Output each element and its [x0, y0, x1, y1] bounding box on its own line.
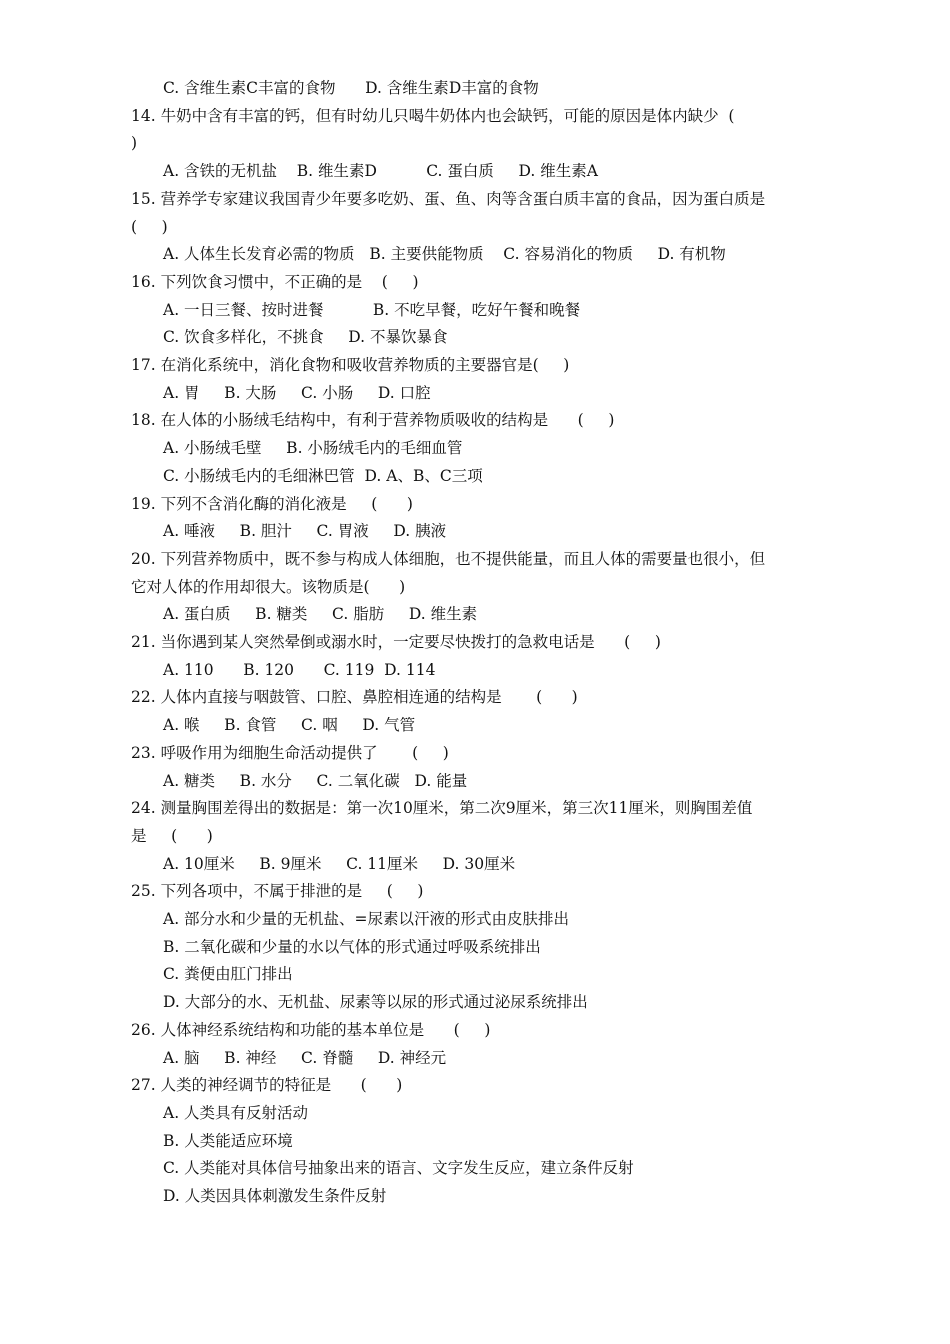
question-text: 22. 人体内直接与咽鼓管、口腔、鼻腔相连通的结构是 ( ) — [131, 688, 578, 707]
question-text: 19. 下列不含消化酶的消化液是 ( ) — [131, 494, 413, 513]
question-text: ) — [131, 134, 138, 153]
option-text: A. 胃 B. 大肠 C. 小肠 D. 口腔 — [163, 383, 431, 402]
question-text: 18. 在人体的小肠绒毛结构中，有利于营养物质吸收的结构是 ( ) — [131, 411, 615, 430]
option-text: A. 蛋白质 B. 糖类 C. 脂肪 D. 维生素 — [163, 605, 478, 624]
option-text: B. 二氧化碳和少量的水以气体的形式通过呼吸系统排出 — [163, 937, 541, 956]
question-text: 21. 当你遇到某人突然晕倒或溺水时，一定要尽快拨打的急救电话是 ( ) — [131, 633, 661, 651]
option-text: D. 大部分的水、无机盐、尿素等以尿的形式通过泌尿系统排出 — [163, 993, 588, 1012]
option-text: C. 含维生素C丰富的食物 D. 含维生素D丰富的食物 — [163, 79, 539, 97]
option-text: A. 小肠绒毛壁 B. 小肠绒毛内的毛细血管 — [163, 439, 463, 458]
option-text: C. 饮食多样化，不挑食 D. 不暴饮暴食 — [163, 328, 448, 347]
option-text: A. 一日三餐、按时进餐 B. 不吃早餐，吃好午餐和晚餐 — [163, 300, 581, 319]
question-text: ( ) — [131, 217, 168, 236]
option-text: A. 110 B. 120 C. 119 D. 114 — [163, 660, 436, 679]
question-text: 14. 牛奶中含有丰富的钙，但有时幼儿只喝牛奶体内也会缺钙，可能的原因是体内缺少 ( — [131, 106, 735, 125]
question-text: 24. 测量胸围差得出的数据是：第一次10厘米，第二次9厘米，第三次11厘米，则胸围差值 — [131, 799, 753, 818]
option-text: A. 人类具有反射活动 — [163, 1103, 309, 1122]
option-text: A. 部分水和少量的无机盐、=尿素以汗液的形式由皮肤排出 — [163, 910, 570, 928]
option-text: A. 喉 B. 食管 C. 咽 D. 气管 — [163, 716, 416, 735]
question-text: 17. 在消化系统中，消化食物和吸收营养物质的主要器官是( ) — [131, 356, 570, 374]
option-text: A. 含铁的无机盐 B. 维生素D C. 蛋白质 D. 维生素A — [163, 162, 598, 181]
question-text: 它对人体的作用却很大。该物质是( ) — [131, 577, 406, 596]
question-text: 16. 下列饮食习惯中，不正确的是 ( ) — [131, 272, 419, 291]
option-text: C. 粪便由肛门排出 — [163, 965, 293, 984]
option-text: C. 小肠绒毛内的毛细淋巴管 D. A、B、C三项 — [163, 466, 483, 485]
option-text: A. 10厘米 B. 9厘米 C. 11厘米 D. 30厘米 — [163, 854, 516, 873]
option-text: A. 唾液 B. 胆汁 C. 胃液 D. 胰液 — [163, 522, 447, 541]
option-text: B. 人类能适应环境 — [163, 1131, 293, 1150]
question-text: 是 ( ) — [131, 826, 213, 845]
option-text: A. 糖类 B. 水分 C. 二氧化碳 D. 能量 — [163, 771, 468, 790]
question-text: 20. 下列营养物质中，既不参与构成人体细胞，也不提供能量，而且人体的需要量也很小，但 — [131, 549, 766, 568]
question-text: 26. 人体神经系统结构和功能的基本单位是 ( ) — [131, 1020, 491, 1039]
question-text: 23. 呼吸作用为细胞生命活动提供了 ( ) — [131, 743, 449, 762]
option-text: A. 人体生长发育必需的物质 B. 主要供能物质 C. 容易消化的物质 D. 有机物 — [163, 245, 726, 264]
question-text: 25. 下列各项中，不属于排泄的是 ( ) — [131, 882, 424, 901]
option-text: C. 人类能对具体信号抽象出来的语言、文字发生反应，建立条件反射 — [163, 1159, 634, 1178]
option-text: D. 人类因具体刺激发生条件反射 — [163, 1187, 387, 1205]
question-text: 27. 人类的神经调节的特征是 ( ) — [131, 1076, 403, 1095]
option-text: A. 脑 B. 神经 C. 脊髓 D. 神经元 — [163, 1048, 447, 1067]
question-text: 15. 营养学专家建议我国青少年要多吃奶、蛋、鱼、肉等含蛋白质丰富的食品，因为蛋白质是 — [131, 189, 766, 208]
